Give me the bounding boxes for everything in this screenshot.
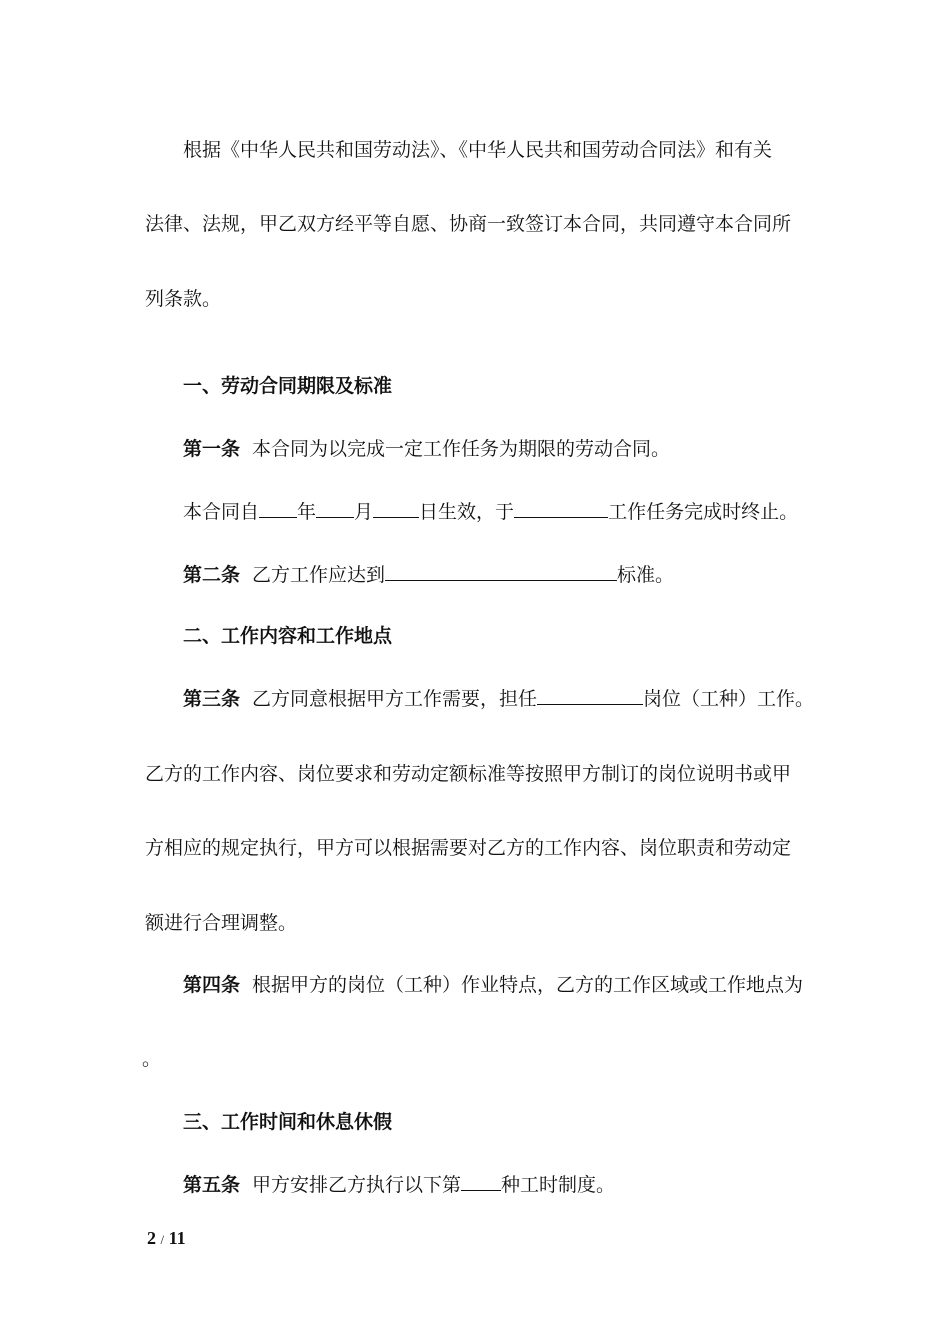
article-4: [183, 972, 803, 998]
article-1-text: 本合同为以完成一定工作任务为期限的劳动合同。: [252, 438, 671, 460]
task-blank: [514, 499, 608, 518]
intro-line-3: 列条款。: [145, 288, 222, 310]
position-blank: [537, 686, 643, 705]
article-3-line-4: 额进行合理调整。: [145, 912, 298, 934]
article-3: [183, 686, 814, 712]
article-2-text-end: 标准。: [617, 564, 675, 586]
article-2-text-start: 乙方工作应达到: [252, 564, 386, 586]
intro-line-2: 法律、法规，甲乙双方经平等自愿、协商一致签订本合同，共同遵守本合同所: [145, 213, 792, 235]
article-3-text-start: 乙方同意根据甲方工作需要，担任: [252, 688, 538, 710]
term-year: 年: [297, 501, 317, 523]
term-text-end: 工作任务完成时终止。: [608, 501, 799, 523]
article-1: [183, 436, 670, 462]
work-hours-blank: [461, 1172, 501, 1191]
article-4-line-2: 。: [142, 1048, 162, 1070]
term-text-start: 本合同自: [183, 501, 260, 523]
article-1-term-line: [183, 499, 798, 525]
page-number: [147, 1228, 186, 1249]
article-4-text: 根据甲方的岗位（工种）作业特点，乙方的工作区域或工作地点为: [252, 974, 804, 996]
section-heading-3: 三、工作时间和休息休假: [183, 1111, 393, 1133]
article-1-label: 第一条: [183, 438, 241, 460]
article-3-label: 第三条: [183, 688, 241, 710]
page-separator: /: [160, 1232, 165, 1247]
article-3-text-end: 岗位（工种）工作。: [643, 688, 815, 710]
section-heading-2: 二、工作内容和工作地点: [183, 625, 393, 647]
article-3-line-2: 乙方的工作内容、岗位要求和劳动定额标准等按照甲方制订的岗位说明书或甲: [145, 763, 792, 785]
article-2: [183, 562, 674, 588]
article-2-label: 第二条: [183, 564, 241, 586]
day-blank: [373, 499, 419, 518]
year-blank: [259, 499, 297, 518]
article-5-text-start: 甲方安排乙方执行以下第: [252, 1174, 462, 1196]
article-5-text-end: 种工时制度。: [501, 1174, 616, 1196]
page-current: 2: [147, 1228, 156, 1248]
article-5: [183, 1172, 615, 1198]
section-heading-1: 一、劳动合同期限及标准: [183, 375, 393, 397]
term-day: 日生效，于: [419, 501, 515, 523]
month-blank: [316, 499, 354, 518]
intro-line-1: 根据《中华人民共和国劳动法》、《中华人民共和国劳动合同法》和有关: [183, 139, 773, 161]
article-4-label: 第四条: [183, 974, 241, 996]
article-3-line-3: 方相应的规定执行，甲方可以根据需要对乙方的工作内容、岗位职责和劳动定: [145, 837, 792, 859]
term-month: 月: [354, 501, 374, 523]
page-total: 11: [168, 1228, 186, 1248]
standard-blank: [385, 562, 617, 581]
article-5-label: 第五条: [183, 1174, 241, 1196]
